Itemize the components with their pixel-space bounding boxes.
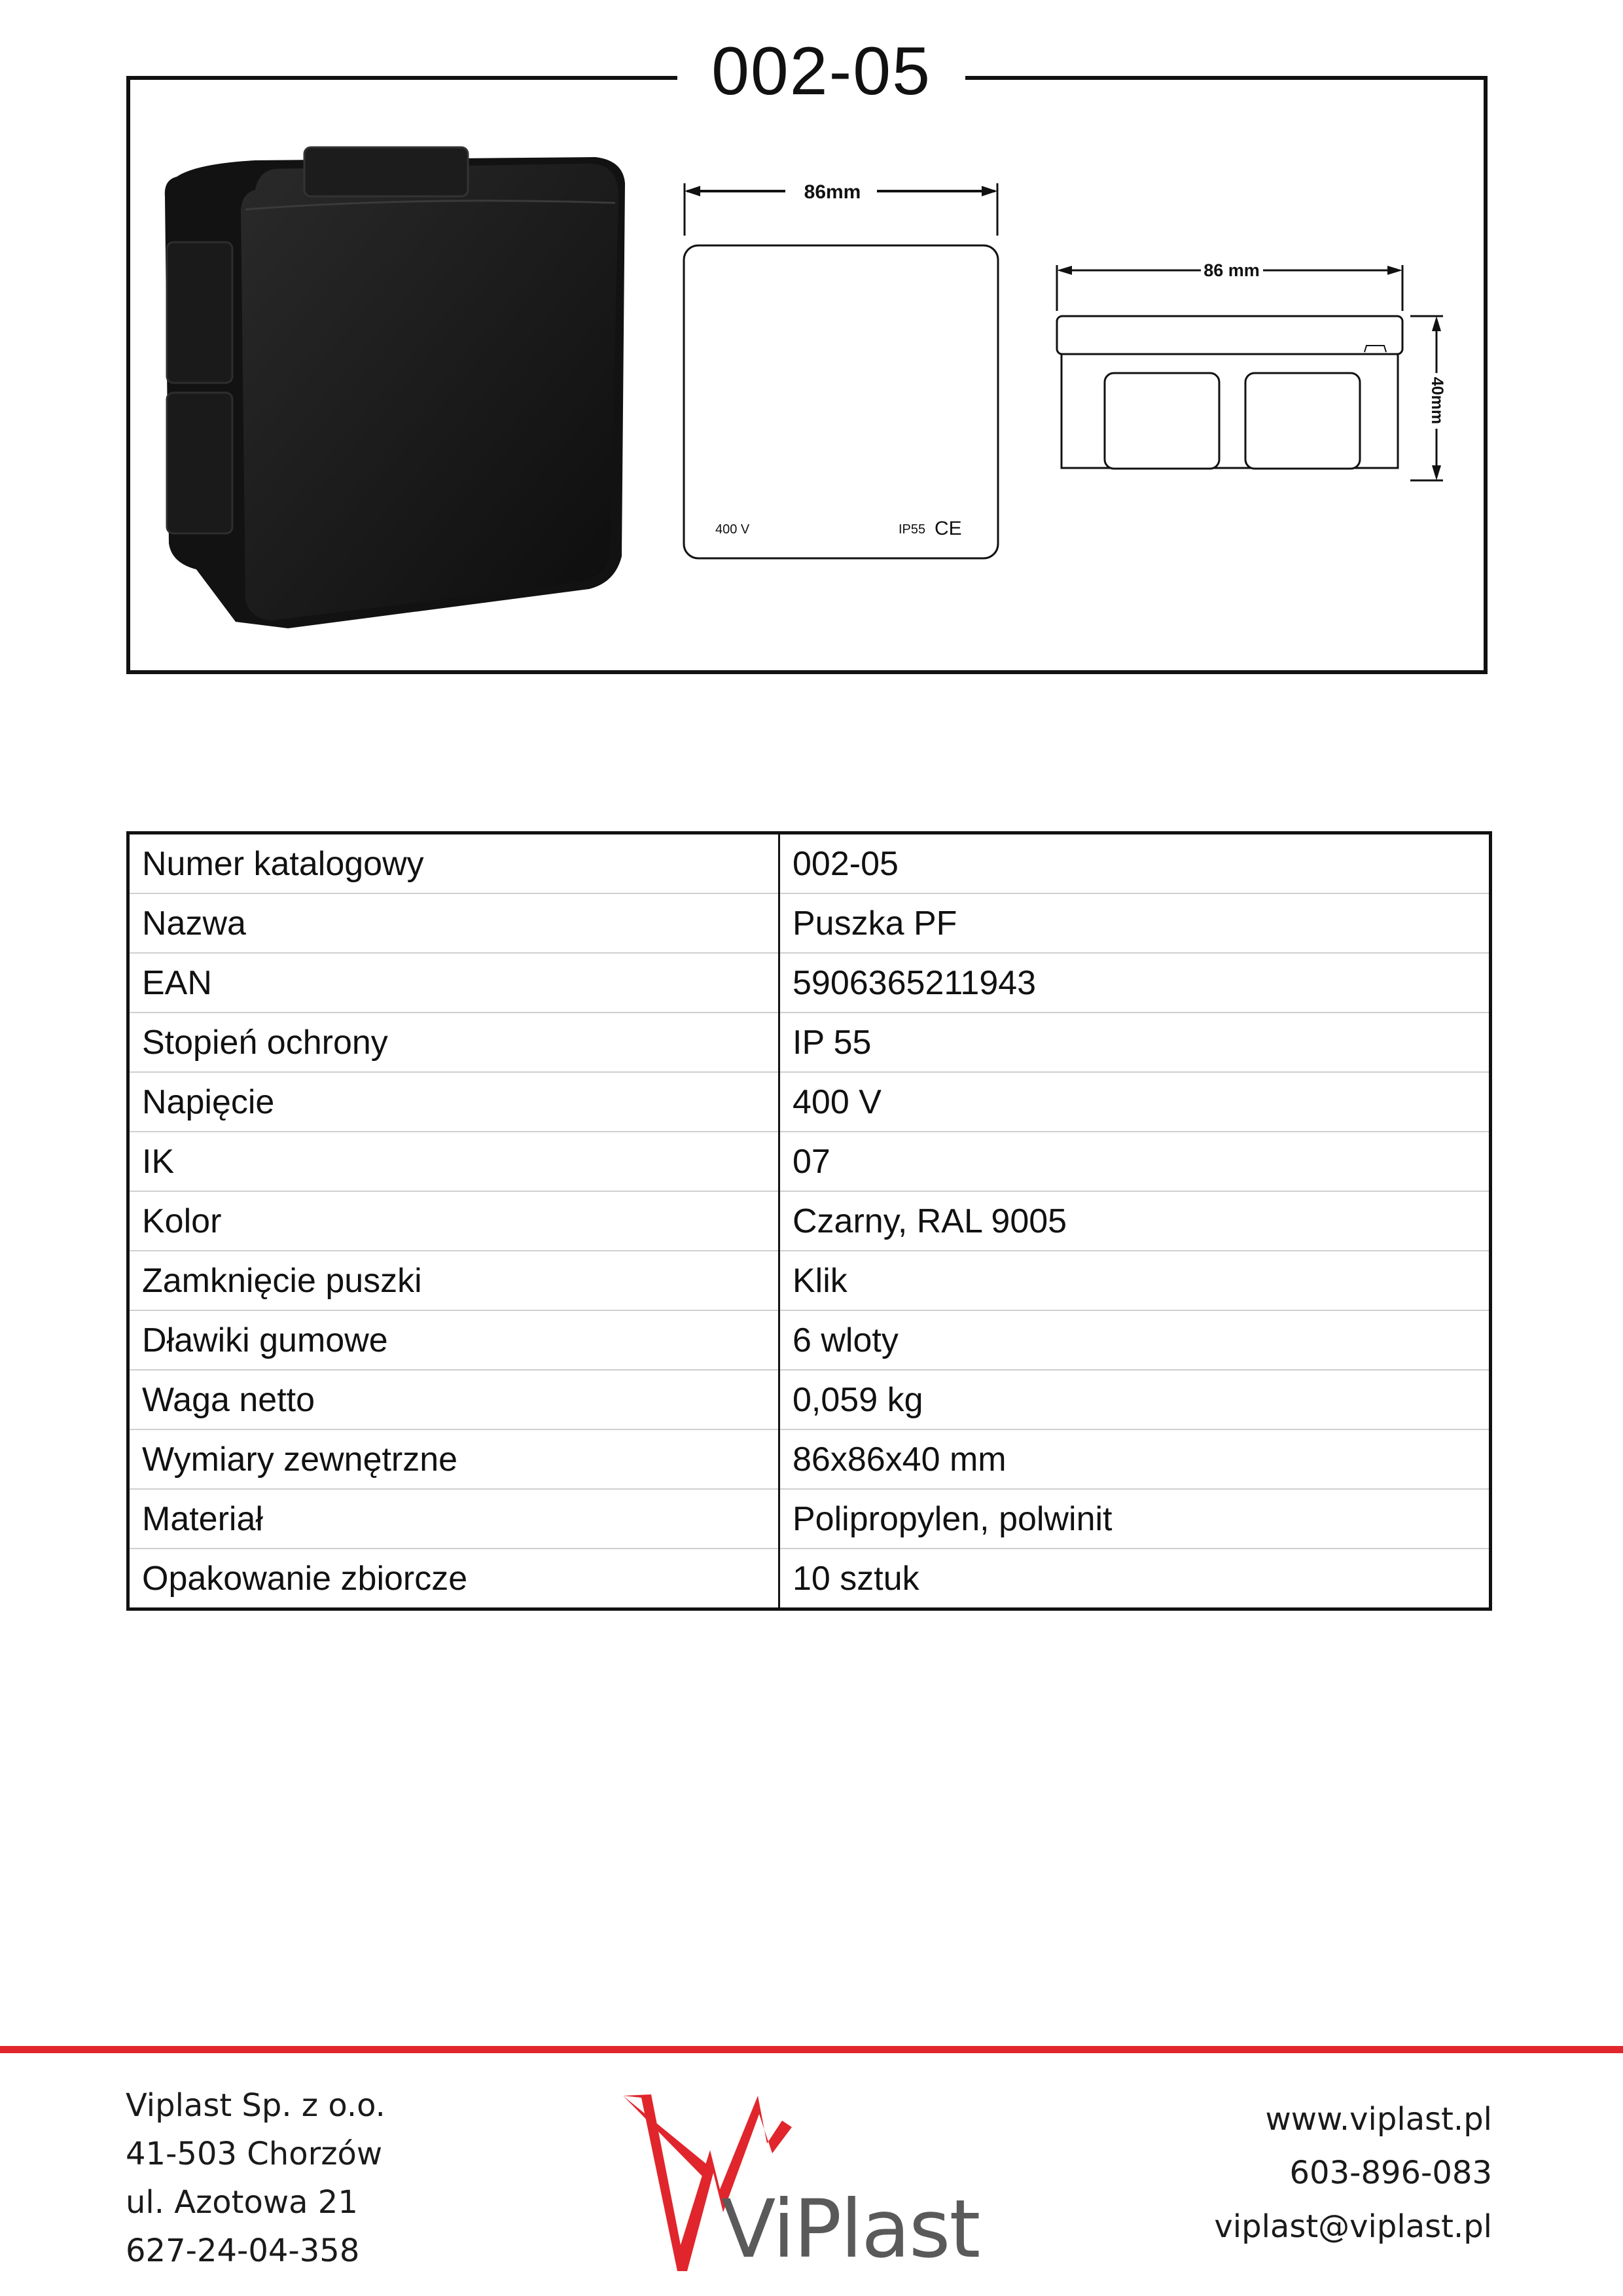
spec-label: Nazwa bbox=[128, 893, 779, 953]
spec-row bbox=[128, 1370, 1491, 1429]
company-name: Viplast Sp. z o.o. bbox=[126, 2087, 385, 2124]
ce-mark: CE bbox=[935, 518, 962, 539]
spec-label: Wymiary zewnętrzne bbox=[128, 1429, 779, 1489]
spec-label: IK bbox=[128, 1132, 779, 1191]
spec-row bbox=[128, 1549, 1491, 1609]
spec-row bbox=[128, 1310, 1491, 1370]
spec-value: Polipropylen, polwinit bbox=[779, 1489, 1491, 1549]
spec-value: 0,059 kg bbox=[779, 1370, 1491, 1429]
spec-row bbox=[128, 1489, 1491, 1549]
top-width-label: 86mm bbox=[804, 181, 861, 203]
spec-label: Opakowanie zbiorcze bbox=[128, 1549, 779, 1609]
spec-value: IP 55 bbox=[779, 1013, 1491, 1072]
spec-row bbox=[128, 1013, 1491, 1072]
spec-value: 86x86x40 mm bbox=[779, 1429, 1491, 1489]
spec-value: Klik bbox=[779, 1251, 1491, 1310]
side-view-drawing bbox=[1047, 249, 1466, 497]
company-street: ul. Azotowa 21 bbox=[126, 2184, 358, 2221]
spec-row bbox=[128, 1429, 1491, 1489]
website-link[interactable]: www.viplast.pl bbox=[1265, 2101, 1492, 2138]
product-title: 002-05 bbox=[677, 29, 965, 114]
spec-value: Czarny, RAL 9005 bbox=[779, 1191, 1491, 1251]
spec-row bbox=[128, 1132, 1491, 1191]
lid-voltage: 400 V bbox=[715, 522, 750, 537]
spec-row bbox=[128, 953, 1491, 1013]
lid-rating: IP55 bbox=[899, 522, 926, 537]
spec-label: EAN bbox=[128, 953, 779, 1013]
side-width-label: 86 mm bbox=[1204, 260, 1260, 280]
spec-label: Waga netto bbox=[128, 1370, 779, 1429]
spec-value: 6 wloty bbox=[779, 1310, 1491, 1370]
spec-label: Dławiki gumowe bbox=[128, 1310, 779, 1370]
spec-label: Zamknięcie puszki bbox=[128, 1251, 779, 1310]
spec-value: 10 sztuk bbox=[779, 1549, 1491, 1609]
spec-row bbox=[128, 1191, 1491, 1251]
company-address bbox=[126, 2081, 385, 2275]
logo-wordmark: ViPlast bbox=[721, 2183, 980, 2276]
spec-value: 400 V bbox=[779, 1072, 1491, 1132]
spec-label: Kolor bbox=[128, 1191, 779, 1251]
phone-number[interactable]: 603-896-083 bbox=[1289, 2155, 1492, 2191]
spec-label: Stopień ochrony bbox=[128, 1013, 779, 1072]
spec-row bbox=[128, 1072, 1491, 1132]
spec-label: Materiał bbox=[128, 1489, 779, 1549]
spec-label: Napięcie bbox=[128, 1072, 779, 1132]
spec-label: Numer katalogowy bbox=[128, 833, 779, 894]
company-city: 41-503 Chorzów bbox=[126, 2136, 383, 2172]
spec-value: 07 bbox=[779, 1132, 1491, 1191]
company-nip: 627-24-04-358 bbox=[126, 2233, 360, 2269]
spec-row bbox=[128, 1251, 1491, 1310]
spec-row bbox=[128, 833, 1491, 894]
footer-divider bbox=[0, 2046, 1623, 2053]
top-view-drawing bbox=[674, 170, 1008, 569]
spec-row bbox=[128, 893, 1491, 953]
spec-value: Puszka PF bbox=[779, 893, 1491, 953]
spec-value: 5906365211943 bbox=[779, 953, 1491, 1013]
company-contacts bbox=[1214, 2092, 1492, 2253]
side-height-label: 40mm bbox=[1428, 376, 1446, 425]
spec-value: 002-05 bbox=[779, 833, 1491, 894]
product-photo bbox=[157, 111, 641, 635]
spec-table bbox=[126, 831, 1492, 1611]
email-link[interactable]: viplast@viplast.pl bbox=[1214, 2208, 1492, 2245]
